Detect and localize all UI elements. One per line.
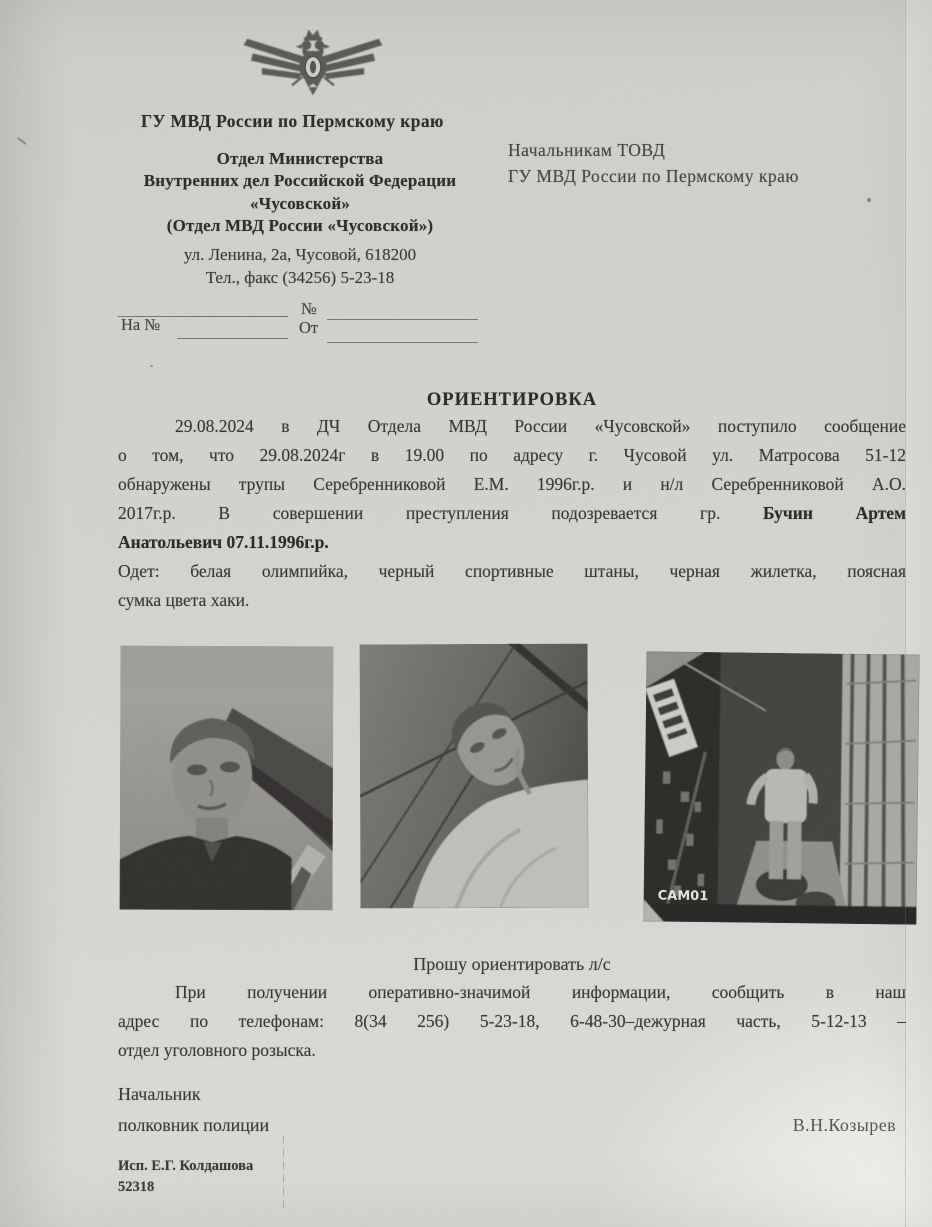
body-line: 29.08.2024 в ДЧ Отдела МВД России «Чусовской» поступило сообщение <box>175 416 906 436</box>
paper-speck <box>150 365 153 367</box>
paper-scratch <box>18 137 27 144</box>
org-phone: Тел., факс (34256) 5-23-18 <box>205 268 395 287</box>
org-name-main: ГУ МВД России по Пермскому краю <box>141 111 444 131</box>
executor-name: Исп. Е.Г. Колдашова <box>118 1158 254 1174</box>
contact-line: При получении оперативно-значимой информации, сообщить в наш <box>175 982 906 1002</box>
suspect-photo-cctv <box>643 651 919 924</box>
contact-line: отдел уголовного розыска. <box>118 1040 316 1060</box>
signer-post-line: полковник полиции <box>118 1115 270 1135</box>
org-name-block <box>105 148 495 238</box>
ref-blank-line <box>177 338 288 339</box>
org-line: «Чусовской» <box>249 193 351 213</box>
ref-blank-line <box>327 319 478 320</box>
signer-post-line: Начальник <box>118 1084 201 1104</box>
ref-na-label: На № <box>121 315 161 334</box>
paper-fold-mark <box>283 1136 284 1208</box>
ref-no-label: № <box>301 299 317 318</box>
org-address: ул. Ленина, 2а, Чусовой, 618200 <box>183 245 417 264</box>
body-line: о том, что 29.08.2024г в 19.00 по адресу г. Чусовой ул. Матросова 51-12 <box>118 445 906 465</box>
body-line: Одет: белая олимпийка, черный спортивные штаны, черная жилетка, поясная <box>118 561 906 581</box>
addressee-line: ГУ МВД России по Пермскому краю <box>508 166 799 186</box>
signer-name: В.Н.Козырев <box>792 1115 896 1135</box>
contact-line: адрес по телефонам: 8(34 256) 5-23-18, 6-48-30–дежурная часть, 5-12-13 – <box>118 1011 906 1031</box>
body-text <box>118 412 906 615</box>
ref-ot-label: От <box>299 318 319 337</box>
suspect-name-bold: Анатольевич 07.11.1996г.р. <box>118 532 329 552</box>
body-line: обнаружены трупы Серебренниковой Е.М. 1996г.р. и н/л Серебренниковой А.О. <box>118 474 906 494</box>
ref-blank-line <box>327 342 478 343</box>
addressee-line: Начальникам ТОВД <box>508 140 666 160</box>
body-line-normal: 2017г.р. В совершении преступления подозревается гр. <box>118 503 721 523</box>
paper-crease-right <box>905 0 906 1227</box>
cctv-camera-label: CAM01 <box>657 888 709 905</box>
org-line: (Отдел МВД России «Чусовской») <box>166 216 434 236</box>
body-line <box>118 499 906 528</box>
document-title: ОРИЕНТИРОВКА <box>426 390 598 410</box>
executor-phone: 52318 <box>118 1179 155 1195</box>
org-address-block <box>105 243 495 289</box>
request-line: Прошу ориентировать л/с <box>413 954 611 974</box>
contact-paragraph <box>118 978 906 1065</box>
suspect-photo-selfie <box>120 646 334 911</box>
body-line: сумка цвета хаки. <box>118 590 250 610</box>
paper-speck <box>867 198 871 202</box>
mvd-emblem-icon <box>238 26 388 110</box>
suspect-name-bold: Бучин Артем <box>763 503 906 523</box>
suspect-photo-tilted <box>360 644 589 909</box>
addressee-block <box>508 137 799 189</box>
org-line: Внутренних дел Российской Федерации <box>143 171 457 191</box>
org-line: Отдел Министерства <box>216 149 384 168</box>
